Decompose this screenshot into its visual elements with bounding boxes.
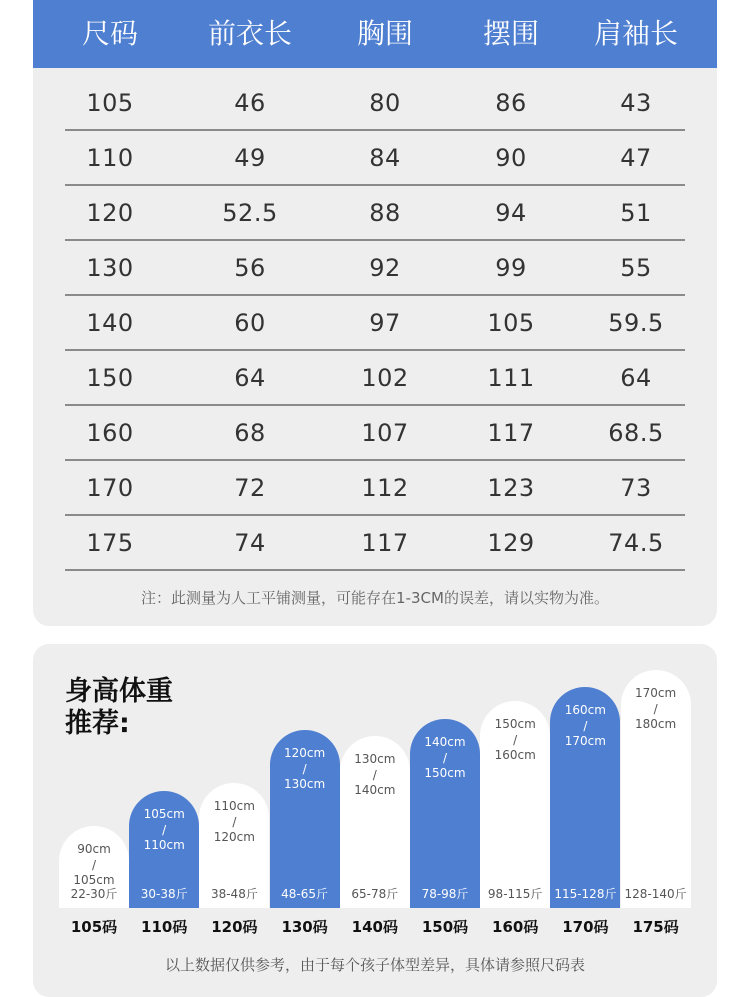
height-range-label: 105cm — [143, 807, 185, 821]
table-row — [33, 186, 717, 241]
height-weight-pill — [480, 701, 550, 908]
weight-range-label: 128-140斤 — [624, 887, 687, 901]
size-label: 160码 — [492, 918, 539, 936]
height-separator: / — [513, 733, 518, 747]
size-label: 140码 — [351, 918, 398, 936]
weight-range-label: 65-78斤 — [351, 887, 399, 901]
size-label: 150码 — [421, 918, 469, 936]
table-cell: 102 — [361, 364, 409, 392]
height-weight-pill — [129, 791, 199, 908]
table-cell: 49 — [234, 144, 266, 172]
height-separator: / — [442, 751, 448, 765]
size-label: 175码 — [632, 918, 679, 936]
height-range-label: 120cm — [283, 746, 326, 760]
table-cell: 56 — [234, 254, 266, 282]
row-divider — [65, 569, 685, 571]
table-cell: 74 — [234, 529, 266, 557]
table-cell: 94 — [495, 199, 527, 227]
height-range-label: 110cm — [143, 838, 185, 852]
height-range-label: 110cm — [213, 799, 255, 813]
table-row — [33, 406, 717, 461]
table-cell: 59.5 — [608, 309, 664, 337]
height-weight-pill — [340, 736, 410, 908]
table-row — [33, 131, 717, 186]
table-cell: 64 — [234, 364, 266, 392]
table-cell: 117 — [361, 529, 409, 557]
measurement-note: 注：此测量为人工平铺测量，可能存在1-3CM的误差，请以实物为准。 — [141, 589, 609, 607]
table-cell: 90 — [495, 144, 527, 172]
height-weight-pill — [270, 730, 340, 908]
table-cell: 129 — [487, 529, 535, 557]
table-cell: 99 — [495, 254, 527, 282]
table-cell: 105 — [487, 309, 535, 337]
table-cell: 51 — [620, 199, 652, 227]
table-row — [33, 461, 717, 516]
height-separator: / — [583, 719, 588, 733]
height-range-label: 130cm — [354, 752, 396, 766]
table-cell: 175 — [86, 529, 134, 557]
table-cell: 107 — [361, 419, 409, 447]
recommend-title — [65, 676, 173, 740]
size-table-body — [33, 76, 717, 571]
table-row — [33, 241, 717, 296]
height-range-label: 120cm — [213, 830, 255, 844]
weight-range-label: 30-38斤 — [140, 887, 188, 901]
height-weight-pill — [410, 719, 480, 908]
recommend-note: 以上数据仅供参考，由于每个孩子体型差异，具体请参照尺码表 — [164, 956, 585, 974]
table-cell: 68 — [234, 419, 266, 447]
table-cell: 80 — [369, 89, 401, 117]
size-label: 170码 — [562, 918, 609, 936]
table-cell: 88 — [369, 199, 401, 227]
height-weight-pill — [550, 687, 620, 908]
table-cell: 110 — [86, 144, 134, 172]
table-cell: 64 — [620, 364, 652, 392]
table-row — [33, 296, 717, 351]
table-cell: 55 — [620, 254, 652, 282]
height-range-label: 150cm — [424, 766, 466, 780]
recommend-card — [33, 644, 717, 997]
height-separator: / — [91, 858, 97, 872]
height-range-label: 105cm — [73, 873, 115, 887]
table-cell: 72 — [234, 474, 266, 502]
table-header-cell: 胸围 — [356, 17, 413, 50]
table-cell: 97 — [369, 309, 401, 337]
table-cell: 150 — [86, 364, 134, 392]
size-label: 105码 — [70, 918, 118, 936]
size-label: 130码 — [281, 918, 328, 936]
table-row — [33, 351, 717, 406]
height-separator: / — [372, 768, 377, 782]
weight-range-label: 22-30斤 — [70, 887, 118, 901]
table-cell: 112 — [361, 474, 409, 502]
height-weight-pill — [621, 670, 691, 908]
height-separator: / — [162, 823, 167, 837]
height-separator: / — [653, 702, 658, 716]
height-range-label: 160cm — [564, 703, 606, 717]
table-cell: 52.5 — [222, 199, 278, 227]
table-cell: 140 — [86, 309, 134, 337]
table-header-cell: 摆围 — [482, 17, 539, 50]
size-label: 110码 — [141, 918, 188, 936]
height-range-label: 90cm — [77, 842, 111, 856]
table-cell: 43 — [620, 89, 652, 117]
table-cell: 68.5 — [608, 419, 664, 447]
table-header-cell: 前衣长 — [207, 17, 292, 50]
table-cell: 73 — [620, 474, 652, 502]
recommend-title-line2: 推荐: — [65, 708, 130, 739]
weight-range-label: 38-48斤 — [210, 887, 258, 901]
table-row — [33, 76, 717, 131]
recommend-title-line1: 身高体重 — [65, 676, 173, 707]
table-cell: 46 — [234, 89, 266, 117]
table-cell: 84 — [369, 144, 401, 172]
size-label: 120码 — [211, 918, 258, 936]
height-separator: / — [232, 815, 237, 829]
height-range-label: 170cm — [564, 734, 606, 748]
table-cell: 123 — [487, 474, 535, 502]
height-range-label: 130cm — [283, 777, 326, 791]
table-cell: 170 — [86, 474, 134, 502]
table-header-cell: 尺码 — [81, 17, 138, 50]
weight-range-label: 78-98斤 — [421, 887, 469, 901]
table-cell: 92 — [369, 254, 401, 282]
weight-range-label: 98-115斤 — [487, 887, 543, 901]
weight-range-label: 115-128斤 — [554, 887, 617, 901]
height-weight-pill — [199, 783, 269, 908]
height-range-label: 140cm — [424, 735, 466, 749]
height-range-label: 160cm — [494, 748, 536, 762]
table-cell: 111 — [487, 364, 535, 392]
table-cell: 86 — [495, 89, 527, 117]
table-cell: 120 — [86, 199, 134, 227]
height-range-label: 180cm — [634, 717, 677, 731]
weight-range-label: 48-65斤 — [281, 887, 329, 901]
height-range-label: 140cm — [354, 783, 396, 797]
table-cell: 74.5 — [608, 529, 664, 557]
height-weight-pill — [59, 826, 129, 908]
size-table-card — [33, 0, 717, 626]
table-header-cell: 肩袖长 — [593, 17, 678, 50]
size-table-header — [33, 0, 717, 68]
table-cell: 130 — [86, 254, 134, 282]
table-cell: 60 — [234, 309, 266, 337]
height-range-label: 170cm — [634, 686, 677, 700]
table-cell: 117 — [487, 419, 535, 447]
table-cell: 47 — [620, 144, 652, 172]
table-cell: 105 — [86, 89, 134, 117]
height-separator: / — [302, 762, 307, 776]
table-cell: 160 — [86, 419, 134, 447]
table-row — [33, 516, 717, 571]
height-range-label: 150cm — [494, 717, 536, 731]
